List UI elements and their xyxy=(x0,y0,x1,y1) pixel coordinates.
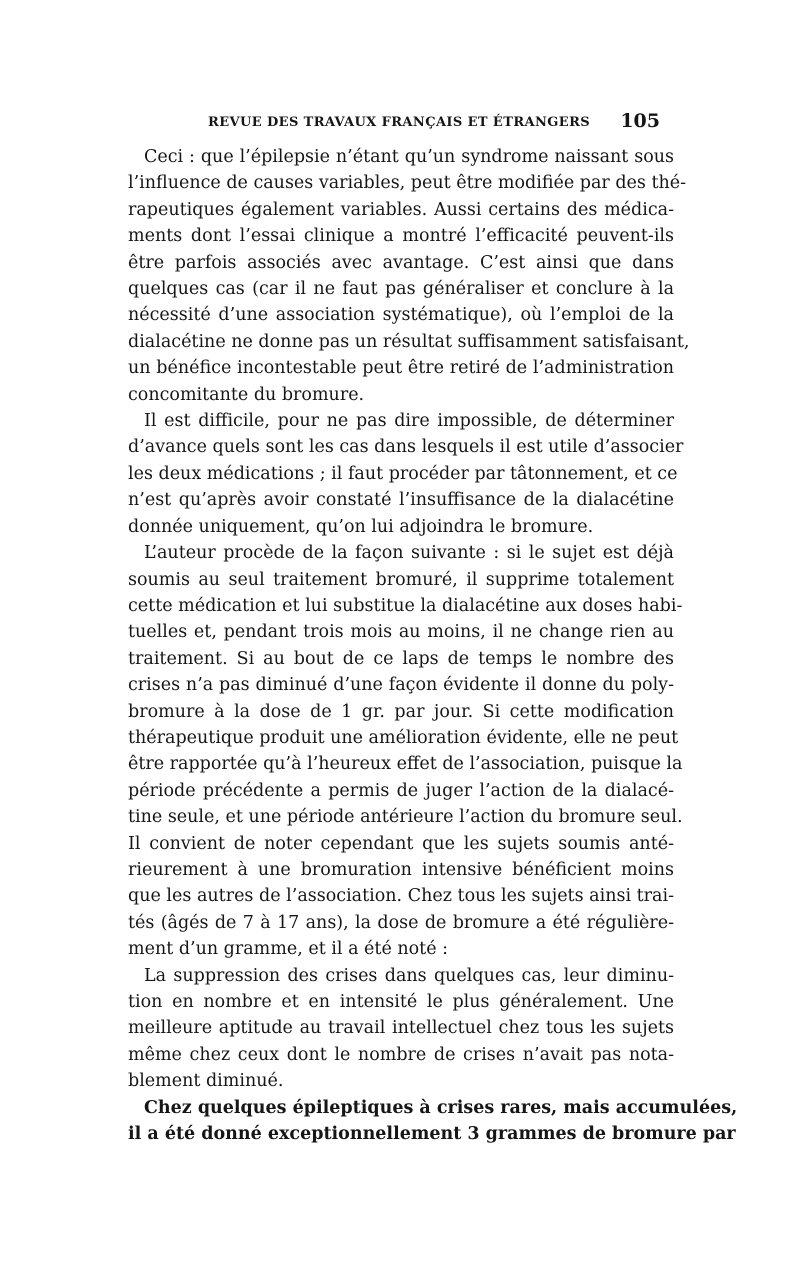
text-line: période précédente a permis de juger l’action de la dialacé- xyxy=(128,780,674,801)
text-line: être rapportée qu’à l’heureux effet de l’association, puisque la xyxy=(128,754,683,775)
text-line: donnée uniquement, qu’on lui adjoindra le bromure. xyxy=(128,516,594,537)
text-line: traitement. Si au bout de ce laps de temps le nombre des xyxy=(128,648,674,669)
text-line: tés (âgés de 7 à 17 ans), la dose de bromure a été régulière- xyxy=(128,912,674,933)
text-line: Ceci : que l’épilepsie n’étant qu’un syndrome naissant sous xyxy=(144,147,674,167)
text-line: l’influence de causes variables, peut être modifiée par des thé- xyxy=(128,173,687,194)
text-line: soumis au seul traitement bromuré, il supprime totalement xyxy=(128,569,674,590)
text-line: bromure à la dose de 1 gr. par jour. Si cette modification xyxy=(128,701,674,722)
text-line: tine seule, et une période antérieure l’action du bromure seul. xyxy=(128,807,683,828)
text-line: nécessité d’une association systématique), où l’emploi de la xyxy=(128,305,674,326)
running-head xyxy=(200,110,670,134)
text-line: ment d’un gramme, et il a été noté : xyxy=(128,939,449,960)
text-line: concomitante du bromure. xyxy=(128,384,365,405)
text-line: L’auteur procède de la façon suivante : si le sujet est déjà xyxy=(144,543,674,564)
text-line: crises n’a pas diminué d’une façon évidente il donne du poly- xyxy=(128,675,674,696)
text-line: tuelles et, pendant trois mois au moins, il ne change rien au xyxy=(128,622,674,643)
text-line: rapeutiques également variables. Aussi certains des médica- xyxy=(128,199,674,220)
text-line: ments dont l’essai clinique a montré l’efficacité peuvent-ils xyxy=(128,226,674,247)
paragraph-4 xyxy=(128,963,674,1095)
text-line: cette médication et lui substitue la dialacétine aux doses habi- xyxy=(128,595,683,616)
text-line: d’avance quels sont les cas dans lesquels il est utile d’associer xyxy=(128,437,684,458)
paragraph-2 xyxy=(128,408,684,540)
text-line: Chez quelques épileptiques à crises rares, mais accumulées, xyxy=(144,1097,738,1118)
text-line: n’est qu’après avoir constaté l’insuffisance de la dialacétine xyxy=(128,490,674,511)
text-line: quelques cas (car il ne faut pas généraliser et conclure à la xyxy=(128,279,674,300)
text-line: tion en nombre et en intensité le plus généralement. Une xyxy=(128,992,674,1012)
paragraph-1 xyxy=(128,144,690,408)
paragraph-3 xyxy=(128,540,683,963)
text-line: être parfois associés avec avantage. C’est ainsi que dans xyxy=(128,252,674,273)
text-line: thérapeutique produit une amélioration évidente, elle ne peut xyxy=(128,727,679,748)
text-line: dialacétine ne donne pas un résultat suffisamment satisfaisant, xyxy=(128,331,690,352)
text-line: meilleure aptitude au travail intellectuel chez tous les sujets xyxy=(128,1018,674,1039)
text-line: un bénéfice incontestable peut être retiré de l’administration xyxy=(128,358,674,379)
page-number: 105 xyxy=(620,110,660,132)
text-line: rieurement à une bromuration intensive bénéficient moins xyxy=(128,859,674,880)
text-line: que les autres de l’association. Chez tous les sujets ainsi trai- xyxy=(128,886,674,907)
body-text xyxy=(128,144,738,1147)
text-line: Il convient de noter cependant que les sujets soumis anté- xyxy=(128,833,674,854)
running-title: REVUE DES TRAVAUX FRANÇAIS ET ÉTRANGERS xyxy=(208,115,591,130)
text-line: même chez ceux dont le nombre de crises n’avait pas nota- xyxy=(128,1044,674,1065)
paragraph-5 xyxy=(128,1095,738,1148)
text-line: blement diminué. xyxy=(128,1071,284,1092)
text-line: La suppression des crises dans quelques cas, leur diminu- xyxy=(144,965,674,986)
text-line: Il est difficile, pour ne pas dire impossible, de déterminer xyxy=(144,411,674,432)
text-line: les deux médications ; il faut procéder par tâtonnement, et ce xyxy=(128,463,678,484)
text-line: il a été donné exceptionnellement 3 grammes de bromure par xyxy=(128,1124,736,1145)
